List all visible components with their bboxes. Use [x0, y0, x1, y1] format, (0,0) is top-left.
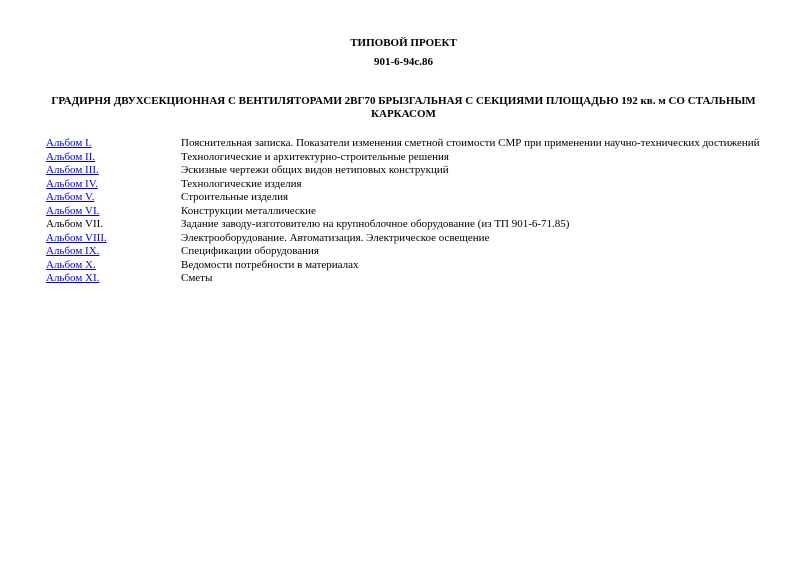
album-name-cell: [46, 151, 181, 165]
album-name-cell: [46, 272, 181, 286]
album-name-cell: [46, 164, 181, 178]
album-link[interactable]: Альбом III.: [46, 164, 99, 176]
album-description: Сметы: [181, 272, 213, 284]
document-type-heading: ТИПОВОЙ ПРОЕКТ: [350, 37, 457, 49]
album-row: [46, 245, 762, 259]
document-title-heading: ГРАДИРНЯ ДВУХСЕКЦИОННАЯ С ВЕНТИЛЯТОРАМИ 2ВГ70 БРЫЗГАЛЬНАЯ С СЕКЦИЯМИ ПЛОЩАДЬЮ 192 кв. м СО СТАЛЬНЫМ КАРКАСОМ: [51, 95, 756, 120]
album-row: [46, 137, 762, 151]
album-link[interactable]: Альбом IV.: [46, 177, 98, 190]
album-description: Технологические и архитектурно-строительные решения: [181, 150, 449, 163]
album-link[interactable]: Альбом V.: [46, 191, 95, 203]
album-name-cell: [46, 191, 181, 205]
album-label: Альбом VII.: [46, 218, 104, 230]
album-row: [46, 178, 762, 192]
album-name-cell: [46, 205, 181, 219]
album-link[interactable]: Альбом XI.: [46, 272, 100, 284]
album-description: Электрооборудование. Автоматизация. Электрическое освещение: [181, 231, 490, 244]
album-link[interactable]: Альбом IX.: [46, 245, 100, 257]
album-row: [46, 232, 762, 246]
album-description: Спецификации оборудования: [181, 245, 319, 257]
album-row: [46, 151, 762, 165]
album-row: [46, 272, 762, 286]
album-link[interactable]: Альбом II.: [46, 150, 96, 163]
album-description: Эскизные чертежи общих видов нетиповых конструкций: [181, 164, 449, 176]
album-name-cell: [46, 232, 181, 246]
album-description: Технологические изделия: [181, 177, 302, 190]
album-description: Строительные изделия: [181, 191, 289, 203]
document-number-heading: 901-6-94с.86: [374, 56, 433, 68]
album-row: [46, 191, 762, 205]
album-name-cell: [46, 178, 181, 192]
album-row: [46, 205, 762, 219]
album-link[interactable]: Альбом VI.: [46, 204, 100, 217]
album-list: [46, 137, 762, 286]
album-description: Ведомости потребности в материалах: [181, 258, 359, 271]
album-link[interactable]: Альбом I.: [46, 137, 92, 149]
album-row: [46, 259, 762, 273]
album-row: [46, 164, 762, 178]
album-name-cell: [46, 245, 181, 259]
album-row: [46, 218, 762, 232]
album-name-cell: [46, 137, 181, 151]
album-description: Пояснительная записка. Показатели изменения сметной стоимости СМР при применении научно-технических достижений: [181, 137, 760, 149]
album-link[interactable]: Альбом VIII.: [46, 231, 107, 244]
album-description: Конструкции металлические: [181, 204, 316, 217]
album-link[interactable]: Альбом X.: [46, 258, 96, 271]
album-description: Задание заводу-изготовителю на крупноблочное оборудование (из ТП 901-6-71.85): [181, 218, 570, 230]
album-name-cell: [46, 259, 181, 273]
album-name-cell: [46, 218, 181, 232]
